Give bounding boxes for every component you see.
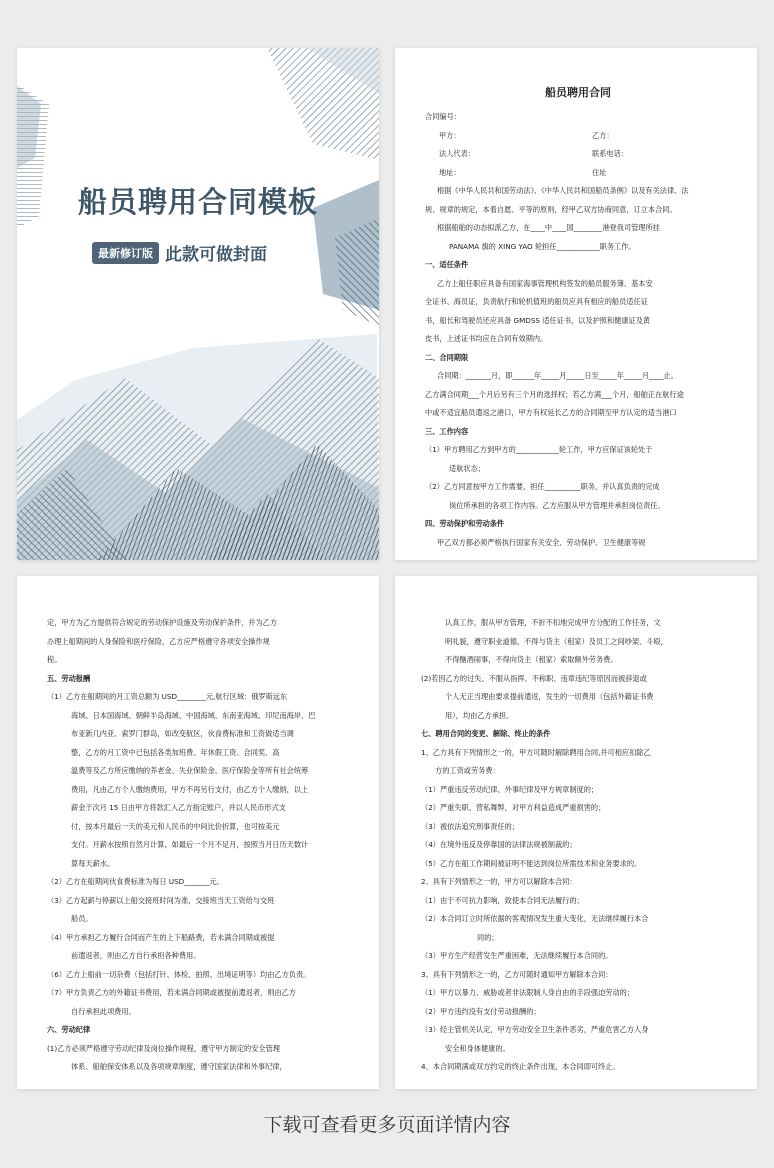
text-line: 合同期：_______月，即______年_____月_____日至_____年_____月____止。 xyxy=(437,371,678,380)
party-field-label: 甲方： xyxy=(439,130,461,140)
party-field-label: 联系电话： xyxy=(592,149,628,158)
section-heading: 一、适任条件 xyxy=(425,260,469,269)
text-line: 适航状态； xyxy=(449,463,485,473)
text-line: PANAMA 旗的 XING YAO 轮担任____________职务工作。 xyxy=(449,241,636,251)
party-fields xyxy=(425,127,731,183)
text-line: (1)乙方必须严格遵守劳动纪律及岗位操作规程，遵守甲方制定的安全管理 xyxy=(47,1043,280,1053)
text-line: 认真工作，服从甲方管理，不折不扣地完成甲方分配的工作任务，文 xyxy=(445,618,661,627)
text-line: (2)若因乙方的过失、不服从指挥、不称职、违章违纪等原因而被辞退或 xyxy=(421,673,647,683)
section-heading: 七、聘用合同的变更、解除、终止的条件 xyxy=(421,729,551,738)
cover-subtitle: 此款可做封面 xyxy=(165,245,267,265)
page-1-body xyxy=(425,182,731,552)
text-line: （5）乙方在船工作期间被证明不能达到岗位所需技术和业务要求的。 xyxy=(421,858,642,868)
text-line: 安全和身体健康的。 xyxy=(445,1043,510,1053)
section-heading: 三、工作内容 xyxy=(425,426,469,436)
text-line: 自行承担此项费用。 xyxy=(71,1006,136,1016)
text-line: 定，甲方为乙方提供符合规定的劳动保护设施及劳动保护条件，并为乙方 xyxy=(47,618,278,627)
section-heading: 四、劳动保护和劳动条件 xyxy=(425,519,505,528)
text-line: （2）本合同订立时所依据的客观情况发生重大变化，无法继续履行本合 xyxy=(421,914,649,923)
text-line: 程。 xyxy=(47,655,62,664)
text-line: 算每天薪水。 xyxy=(71,858,115,868)
text-line: 根据船舶的动态拟派乙方，在____中____国________港登我司管理所挂 xyxy=(437,223,660,232)
text-line: 前遣返者，则由乙方自行承担各种费用。 xyxy=(71,951,201,960)
text-line: 4、本合同期满或双方约定的终止条件出现，本合同即可终止。 xyxy=(421,1062,620,1071)
text-line: （7）甲方负责乙方的外籍证书费用，若未满合同期或被提前遣返者，则由乙方 xyxy=(47,988,296,997)
party-field-label: 法人代表： xyxy=(439,149,475,158)
text-line: 乙方满合同期___个月后另有三个月的选择权；若乙方满___个月，船舶正在航行途 xyxy=(425,389,684,399)
text-line: 薪金于次月 15 日由甲方将款汇入乙方指定账户，并以人民币形式支 xyxy=(71,803,286,812)
text-line: 付，按本月最后一天的美元和人民币的中间比价折算，也可按美元 xyxy=(71,821,280,831)
text-line: 支付。月薪水按照自然月计算，如最后一个月不足月，按照当月日历天数计 xyxy=(71,840,309,849)
contract-page-3 xyxy=(395,576,757,1089)
text-line: （2）甲方违约没有支付劳动报酬的； xyxy=(421,1006,541,1016)
text-line: 用），均由乙方承担。 xyxy=(445,710,514,720)
contract-page-2 xyxy=(17,576,379,1089)
text-line: 2、具有下列情形之一的，甲方可以解除本合同： xyxy=(421,877,577,886)
text-line: 整，乙方的月工资中已包括各类加班费、年休假工资、合同奖、高 xyxy=(71,747,280,757)
cover-geometric-art xyxy=(17,48,379,560)
text-line: （1）由于不可抗力影响，致使本合同无法履行的； xyxy=(421,895,584,905)
text-line: （4）在境外违反及停靠国的法律法规被制裁的； xyxy=(421,840,577,849)
contract-page-1 xyxy=(395,48,757,560)
document-title: 船员聘用合同 xyxy=(545,86,611,99)
section-heading: 五、劳动报酬 xyxy=(47,673,91,683)
text-line: 同的； xyxy=(477,932,499,942)
text-line: （1）乙方在船期间的月工资总额为 USD________元,航行区域：俄罗斯远东 xyxy=(47,692,288,701)
text-line: 方的工资或劳务费： xyxy=(435,766,500,775)
text-line: 皮书，上述证书均应在合同有效期内。 xyxy=(425,334,548,343)
text-line: 3、具有下列情形之一的，乙方可随时通知甲方解除本合同： xyxy=(421,969,613,979)
text-line: （4）甲方承担乙方履行合同而产生的上下船路费，若未满合同期或被提 xyxy=(47,932,275,942)
download-more-notice[interactable]: 下载可查看更多页面详情内容 xyxy=(263,1114,511,1136)
text-line: 甲乙双方都必须严格执行国家有关安全、劳动保护、卫生健康等规 xyxy=(437,537,646,547)
text-line: 书，船长和驾驶员还应具备 GMDSS 适任证书，以及护照和健康证及黄 xyxy=(425,315,651,325)
section-heading: 六、劳动纪律 xyxy=(47,1025,91,1034)
section-heading: 二、合同期限 xyxy=(425,352,469,362)
text-line: 明礼貌，遵守职业道德，不得与货主（租家）及员工之间吵架、斗殴， xyxy=(445,636,668,646)
page-3-body xyxy=(421,614,735,1077)
text-line: （1）严重违反劳动纪律、外事纪律及甲方规章制度的； xyxy=(421,784,599,794)
text-line: 温费等及乙方所应缴纳的养老金、失业保险金、医疗保险金等所有社会统筹 xyxy=(71,766,309,775)
party-field-label: 住址 xyxy=(592,167,607,177)
text-line: 乙方上船任职应具备有国家海事管理机构签发的船员服务簿、基本安 xyxy=(437,278,653,288)
text-line: 办理上船期间的人身保险和医疗保险，乙方应严格遵守各项安全操作规 xyxy=(47,636,270,646)
text-line: 海域、日本国海域、朝鲜半岛海域、中国海域、东南亚海域、印尼南海岸、巴 xyxy=(71,710,316,720)
party-field-label: 地址： xyxy=(439,167,461,177)
text-line: 不得酗酒闹事，不得向货主（租家）索取额外劳务费。 xyxy=(445,655,618,664)
text-line: 全证书、海员证，负责航行和轮机值班的船员应具有相应的船员适任证 xyxy=(425,297,648,306)
page-2-body xyxy=(47,614,357,1077)
text-line: （2）乙方同意按甲方工作需要，担任__________职务，并认真负责的完成 xyxy=(425,482,660,491)
text-line: （3）乙方起薪与停薪以上船交接班时间为准，交接班当天工资给与交班 xyxy=(47,895,275,905)
text-line: 中或不适宜船员遣返之港口，甲方有权延长乙方的合同期至甲方认定的适当港口 xyxy=(425,408,677,417)
text-line: （6）乙方上船前一切杂费（包括打针、体检、拍照、出境证明等）均由乙方负责。 xyxy=(47,969,311,979)
text-line: 规、规章的规定，本着自愿、平等的原则，经甲乙双方协商同意，订立本合同。 xyxy=(425,204,677,214)
text-line: （3）经主管机关认定，甲方劳动安全卫生条件恶劣，严重危害乙方人身 xyxy=(421,1025,649,1034)
cover-page xyxy=(17,48,379,560)
text-line: （2）乙方在船期间伙食费标准为每日 USD_______元。 xyxy=(47,877,224,886)
text-line: （3）被依法追究刑事责任的； xyxy=(421,821,520,831)
text-line: 体系、船舶保安体系以及各项规章制度，遵守国家法律和外事纪律， xyxy=(71,1062,287,1071)
cover-title: 船员聘用合同模板 xyxy=(77,185,318,219)
text-line: 岗位所承担的各项工作内容。乙方应服从甲方管理并承担岗位责任。 xyxy=(449,500,665,510)
text-line: （2）严重失职、营私舞弊，对甲方利益造成严重损害的； xyxy=(421,803,606,812)
text-line: 个人无正当理由要求提前遣返，发生的一切费用（包括外籍证书费 xyxy=(445,692,654,701)
cover-subtitle-row xyxy=(92,240,267,265)
text-line: 根据《中华人民共和国劳动法》、《中华人民共和国船员条例》以及有关法律、法 xyxy=(437,186,689,195)
text-line: （3）甲方生产经营发生严重困难，无法继续履行本合同的。 xyxy=(421,951,613,960)
text-line: 船员。 xyxy=(71,914,93,923)
text-line: 布亚新几内亚、索罗门群岛，如改变航区，伙食费标准和工资做适当调 xyxy=(71,729,294,738)
text-line: （1）甲方以暴力、威胁或者非法限制人身自由的手段强迫劳动的； xyxy=(421,988,635,997)
edition-badge: 最新修订版 xyxy=(92,242,159,264)
contract-number-label: 合同编号： xyxy=(425,112,461,121)
text-line: 费用，凡由乙方个人缴纳费用，甲方不再另行支付，由乙方个人缴纳，以上 xyxy=(71,784,309,794)
text-line: （1）甲方聘用乙方到甲方的____________轮工作，甲方应保证该轮处于 xyxy=(425,445,653,454)
text-line: 1、乙方具有下列情形之一的，甲方可随时解除聘用合同,并可相应扣除乙 xyxy=(421,747,651,757)
party-field-label: 乙方： xyxy=(592,130,614,140)
